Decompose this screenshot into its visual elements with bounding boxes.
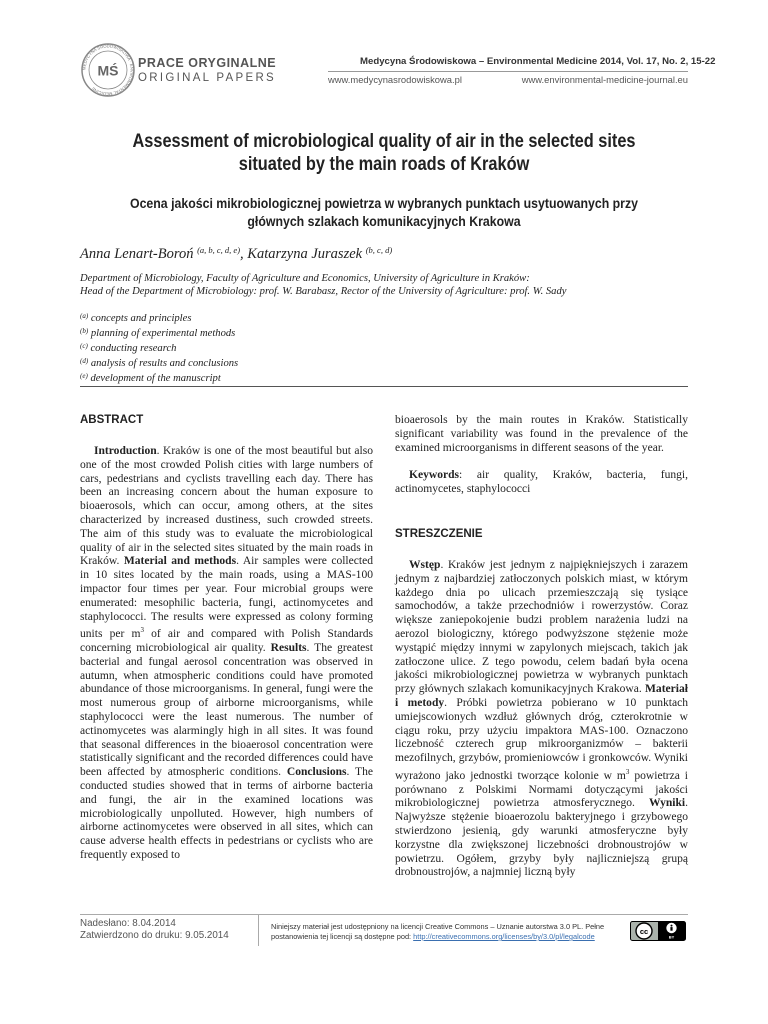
author-name: Katarzyna Juraszek xyxy=(247,246,363,262)
received-date: Nadesłano: 8.04.2014 xyxy=(80,918,176,929)
abstract-paragraph-continued: bioaerosols by the main routes in Kraków. Statistically significant variability was found in the prevalence of the examined microorganisms in different seasons of the year. xyxy=(395,414,688,454)
authors-line: Anna Lenart-Boroń $^{(a, b, c, d, e)}$, Katarzyna Juraszek $^{(b, c, d)}$ xyxy=(80,245,393,262)
contribution-item: $^{(d)}$ analysis of results and conclusions xyxy=(80,357,239,369)
author-name: Anna Lenart-Boroń xyxy=(80,246,194,262)
submission-dates xyxy=(80,918,229,942)
license-notice: Niniejszy materiał jest udostępniony na licencji Creative Commons – Uznanie autorstwa 3.0 PL. Pełne postanowienia tej licencji są dostępne pod: http://creativecommons.org/licenses/by/3.0/pl/legalcode xyxy=(271,922,605,941)
footer-separator xyxy=(258,914,259,946)
logo-ring-text: MEDYCYNA ŚRODOWISKOWA · ENVIRONMENTAL MEDICINE xyxy=(81,43,135,97)
streszczenie-heading: STRESZCZENIE xyxy=(395,528,483,540)
streszczenie-body xyxy=(395,559,688,880)
affiliation-line: Head of the Department of Microbiology: prof. W. Barabasz, Rector of the University of Agriculture: prof. W. Sady xyxy=(80,286,567,297)
section-divider xyxy=(80,386,688,387)
person-icon xyxy=(671,925,673,927)
logo-monogram: MŚ xyxy=(97,62,119,79)
article-title: Assessment of microbiological quality of air in the selected sites situated by the main roads of Kraków xyxy=(132,131,636,175)
journal-url-pl[interactable]: www.medycynasrodowiskowa.pl xyxy=(328,74,462,85)
license-link[interactable]: http://creativecommons.org/licenses/by/3.0/pl/legalcode xyxy=(413,932,595,941)
header-divider xyxy=(328,71,688,72)
contribution-item: $^{(b)}$ planning of experimental methods xyxy=(80,327,236,339)
abstract-heading: ABSTRACT xyxy=(80,414,144,426)
contribution-item: $^{(e)}$ development of the manuscript xyxy=(80,372,221,384)
journal-url-en[interactable]: www.environmental-medicine-journal.eu xyxy=(521,74,688,85)
journal-logo xyxy=(80,42,136,98)
contribution-item: $^{(a)}$ concepts and principles xyxy=(80,312,192,324)
section-label-pl: PRACE ORYGINALNE xyxy=(138,56,277,70)
author-contrib: (a, b, c, d, e) xyxy=(197,245,241,255)
streszczenie-paragraph: Wstęp. Kraków jest jednym z najpiękniejszych i zarazem jednym z najbardziej zatłoczonych polskich miast, w którym każdego dnia po ulicach przemieszczają się tysiące samochodów, a także przechodniów i rowerzystów. Coraz większe zaniepokojenie budzi problem narażenia ludzi na aerozol biologiczny, którego podwyższone stężenie może wystąpić między innymi w zapylonych miejscach, takich jak zatłoczone ulice. Z tego powodu, celem badań była ocena jakości mikrobiologicznej powietrza w wybranych punktach przy głównych szlakach komunikacyjnych Krakowa. Materiał i metody. Próbki powietrza pobierano w 10 punktach umiejscowionych wzdłuż głównych dróg, czterokrotnie w ciągu roku, przy użyciu impaktora MAS-100. Oznaczono liczebność czterech grup mikroorganizmów – bakterii mezofilnych, grzybów, promieniowców i gronkowców. Wyniki wyrażono jako jednostki tworzące kolonie w $m^3$ powietrza i porównano z Polskimi Normami dotyczącymi jakości mikrobiologicznej powietrza atmosferycznego. Wyniki. Najwyższe stężenie bioaerozolu bakteryjnego i grzybowego stwierdzono jesienią, gdy warunki atmosferyczne były korzystne dla zwiększonej liczebności drobnoustrojów w powietrzu. Ogółem, grzyby były najliczniejszą grupą drobnoustrojów, a najmniej liczną były xyxy=(395,559,688,879)
affiliation xyxy=(80,272,688,298)
keywords: Keywords: air quality, Kraków, bacteria, fungi, actinomycetes, staphylococci xyxy=(395,469,688,496)
abstract-continuation xyxy=(395,414,688,497)
abstract-paragraph: Introduction. Kraków is one of the most beautiful but also one of the most crowded Polish cities with large numbers of cars, pedestrians and cyclists travelling each day. There has been an increasing concern about the human exposure to bioaerosols, which can occur, among others, at the sites characterized by increased dustiness, such crowded streets. The aim of this study was to evaluate the microbiological quality of air in the selected sites situated by the main roads in Kraków. Material and methods. Air samples were collected in 10 sites located by the main roads, using a MAS-100 impactor four times per year. Four microbial groups were enumerated: mesophilic bacteria, fungi, actinomycetes and staphylococci. The results were expressed as colony forming units per $m^3$ of air and compared with Polish Standards concerning microbiological air quality. Results. The greatest bacterial and fungal aerosol concentration was observed in autumn, when atmospheric conditions could have promoted abundance of those microorganisms. In general, fungi were the most numerous group of airborne microorganisms, while staphylococci were the least numerous. The number of actinomycetes was alarmingly high in all sites. It was found that seasonal differences in the bioaerosol concentration were statistically significant and the recorded differences could have been affected by atmospheric conditions. Conclusions. The conducted studies showed that in terms of airborne bacteria and fungi, the air in the examined locations was microbiologically unpolluted. However, high numbers of airborne actinomycetes were observed in all sites, which can cause adverse health effects in pedestrians or cyclists who are frequently exposed to xyxy=(80,445,373,861)
author-contrib: (b, c, d) xyxy=(365,245,393,255)
cc-by-badge[interactable] xyxy=(630,921,686,941)
footer-divider xyxy=(80,914,688,915)
affiliation-line: Department of Microbiology, Faculty of Agriculture and Economics, University of Agriculture in Kraków: xyxy=(80,273,530,284)
journal-citation: Medycyna Środowiskowa – Environmental Medicine 2014, Vol. 17, No. 2, 15-22 xyxy=(360,56,716,67)
article-title-pl: Ocena jakości mikrobiologicznej powietrza w wybranych punktach usytuowanych przy głównych szlakach komunikacyjnych Krakowa xyxy=(129,195,638,229)
contributions-list xyxy=(80,310,238,385)
accepted-date: Zatwierdzono do druku: 9.05.2014 xyxy=(80,930,229,941)
by-label: BY xyxy=(668,934,675,940)
section-label-en: ORIGINAL PAPERS xyxy=(138,72,277,84)
abstract-body xyxy=(80,445,373,863)
cc-icon: cc xyxy=(639,926,649,936)
contribution-item: $^{(c)}$ conducting research xyxy=(80,342,177,354)
